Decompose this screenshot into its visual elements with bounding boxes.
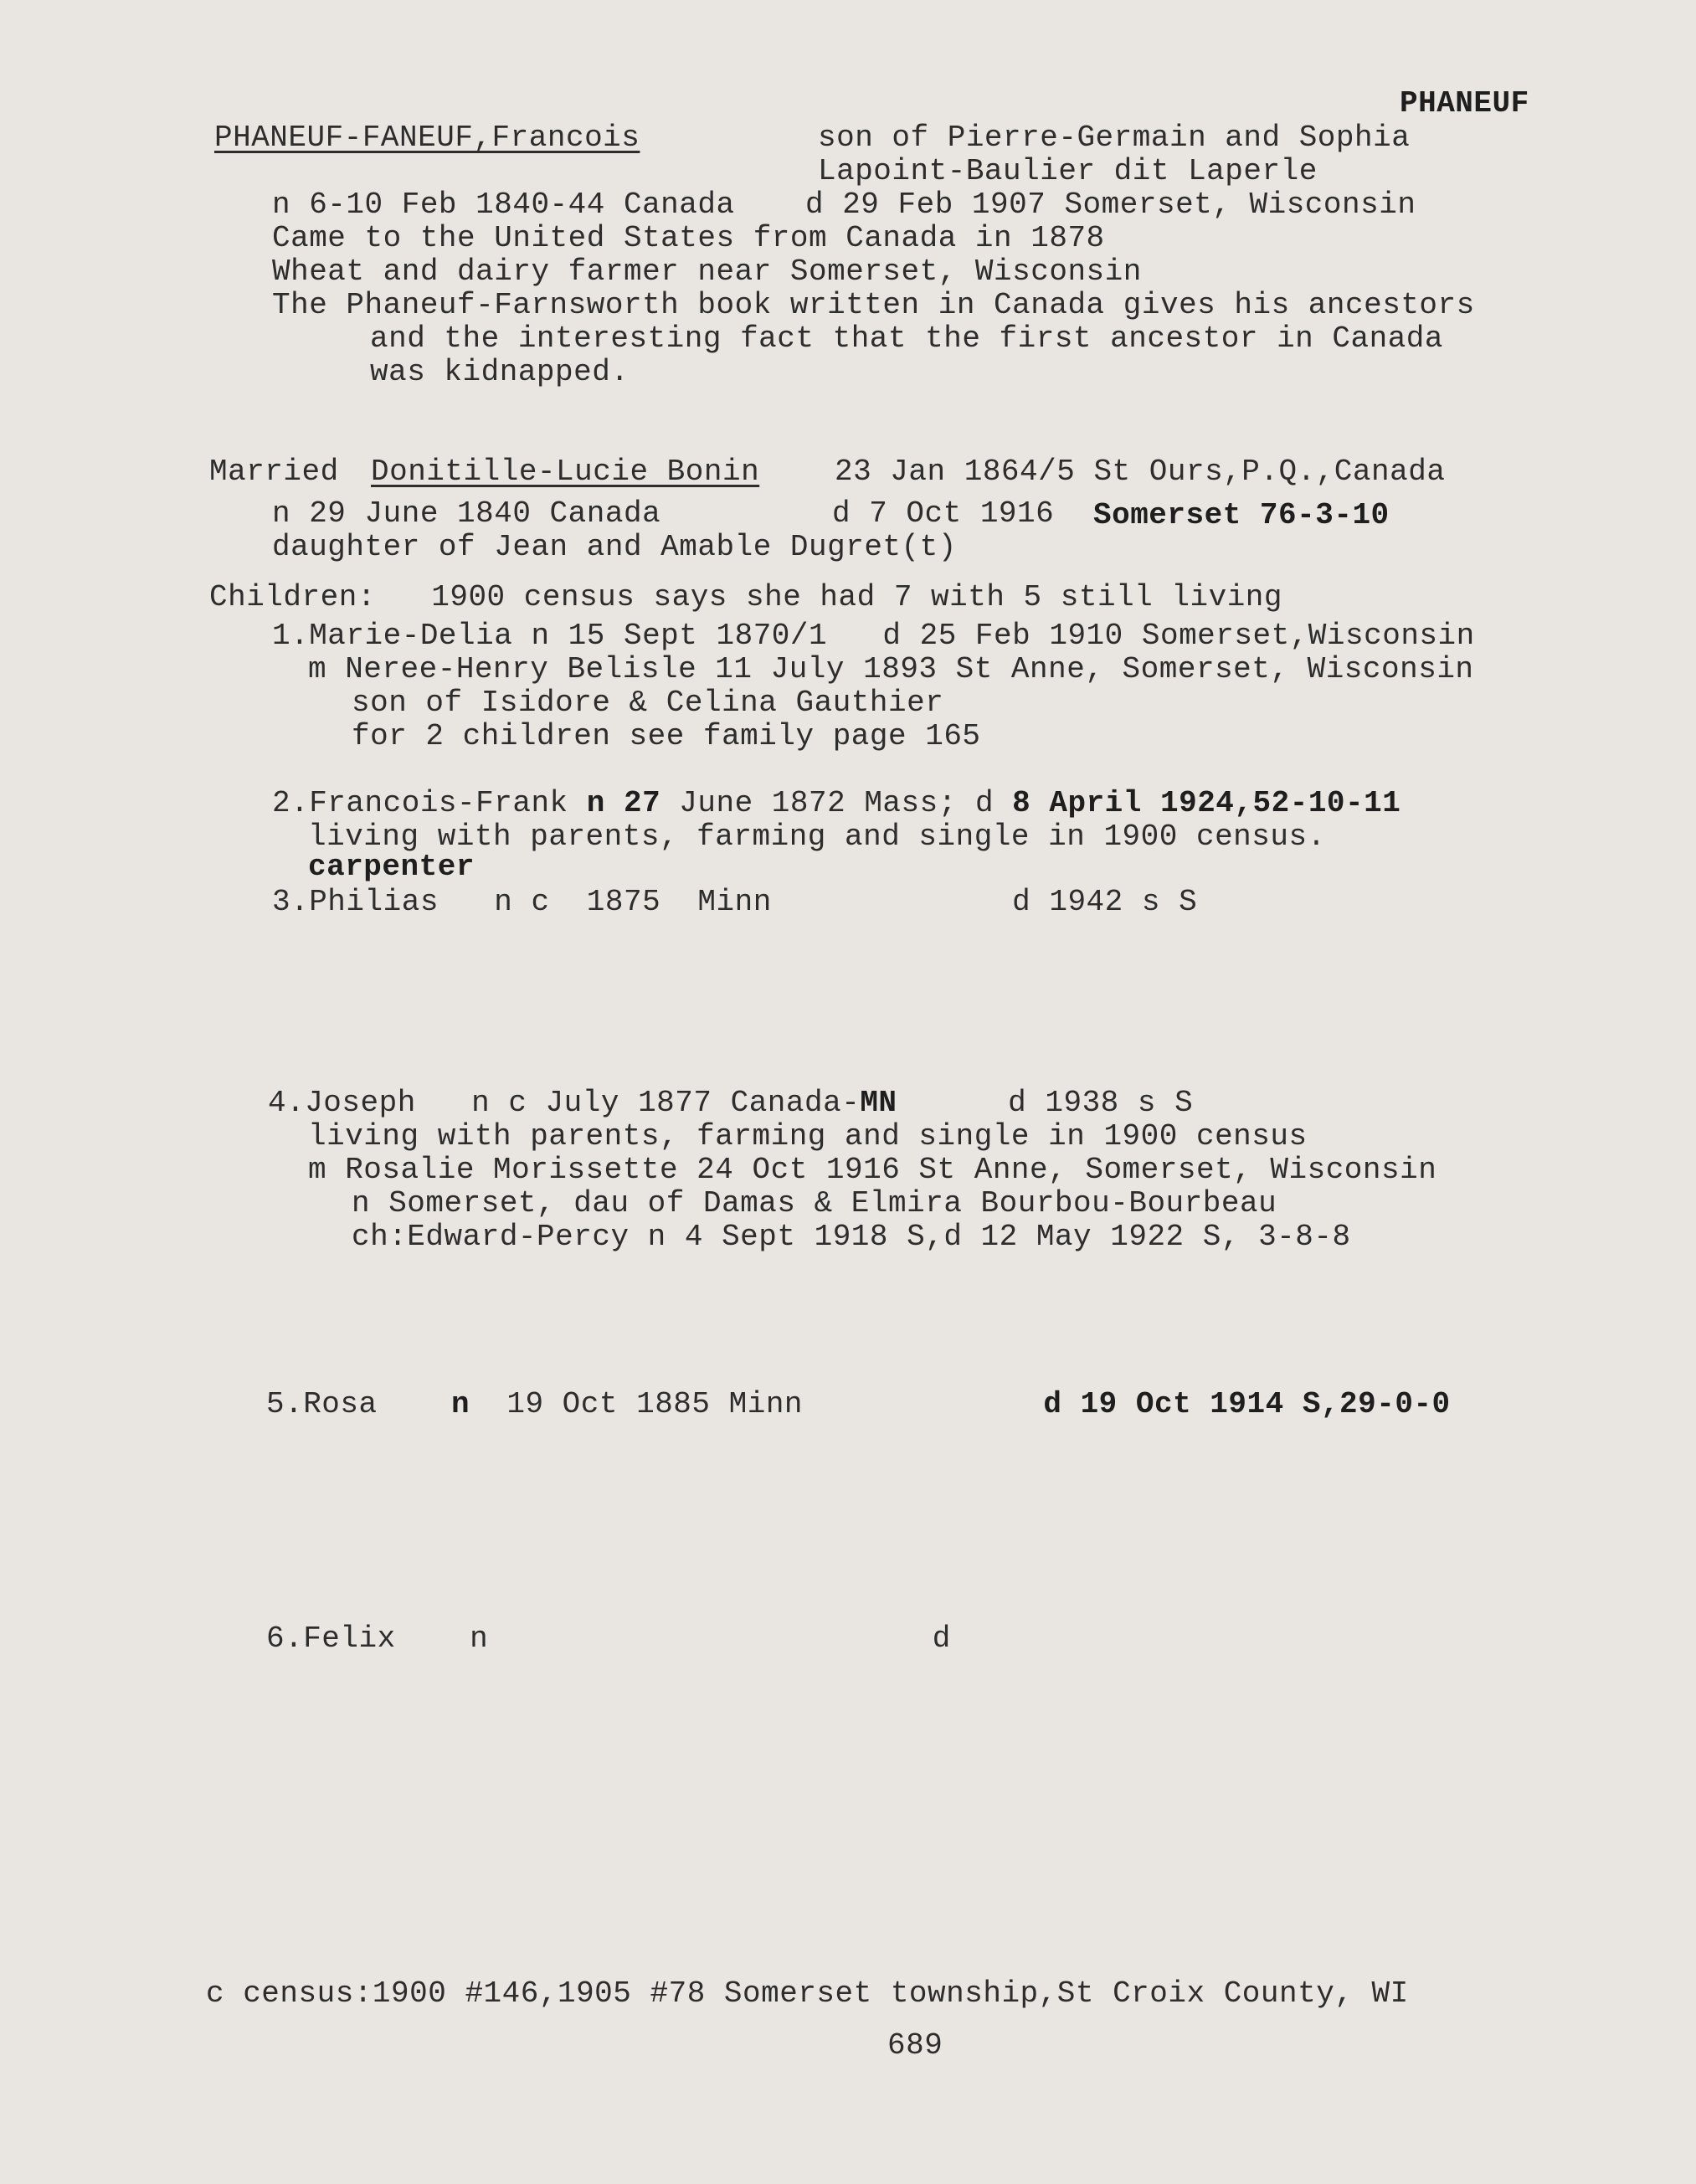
spouse-birth: n 29 June 1840 Canada <box>272 496 661 531</box>
subject-note: and the interesting fact that the first ancestor in Canada <box>370 321 1444 356</box>
marriage-details: 23 Jan 1864/5 St Ours,P.Q.,Canada <box>835 455 1446 489</box>
child-5-name: 5.Rosa <box>266 1387 452 1421</box>
child-1-line: son of Isidore & Celina Gauthier <box>352 686 944 720</box>
subject-death: d 29 Feb 1907 Somerset, Wisconsin <box>805 188 1416 222</box>
child-6-line: 6.Felix n d <box>266 1621 951 1656</box>
subject-note: Came to the United States from Canada in 1878 <box>272 221 1105 255</box>
child-2-death-corrected: 8 April 1924,52-10-11 <box>1012 786 1401 820</box>
surname-header: PHANEUF <box>1400 86 1529 121</box>
subject-name: PHANEUF-FANEUF,Francois <box>214 121 640 155</box>
child-2-line <box>272 787 1400 820</box>
spouse-name: Donitille-Lucie Bonin <box>371 455 760 489</box>
child-5-birth-label: n <box>451 1387 470 1421</box>
subject-note: Wheat and dairy farmer near Somerset, Wisconsin <box>272 254 1142 289</box>
child-2-birth: June 1872 Mass; d <box>660 786 1013 820</box>
child-2-line: living with parents, farming and single in 1900 census. <box>308 820 1326 854</box>
child-2-name: 2.Francois-Frank <box>272 786 587 820</box>
subject-birth: n 6-10 Feb 1840-44 Canada <box>272 188 735 222</box>
child-4-line: n Somerset, dau of Damas & Elmira Bourbou-Bourbeau <box>352 1186 1277 1220</box>
child-4-line: m Rosalie Morissette 24 Oct 1916 St Anne, Somerset, Wisconsin <box>308 1153 1437 1187</box>
spouse-death: d 7 Oct 1916 <box>832 496 1055 531</box>
spouse-death-place: Somerset 76-3-10 <box>1093 498 1390 532</box>
census-footnote: c census:1900 #146,1905 #78 Somerset township,St Croix County, WI <box>206 1976 1409 2011</box>
subject-parents-line1: son of Pierre-Germain and Sophia <box>818 121 1411 155</box>
subject-note: The Phaneuf-Farnsworth book written in Canada gives his ancestors <box>272 288 1475 322</box>
subject-parents-line2: Lapoint-Baulier dit Laperle <box>818 154 1318 188</box>
child-4-line: ch:Edward-Percy n 4 Sept 1918 S,d 12 May 1922 S, 3-8-8 <box>352 1220 1351 1254</box>
child-4-place-corrected: MN <box>860 1086 897 1120</box>
child-2-occupation: carpenter <box>308 850 475 884</box>
child-2-birth-corrected: n 27 <box>586 786 661 820</box>
subject-note: was kidnapped. <box>370 355 630 389</box>
child-5-death: d 19 Oct 1914 S,29-0-0 <box>1043 1387 1451 1421</box>
child-4-death: d 1938 s S <box>897 1086 1194 1120</box>
marriage-label: Married <box>209 455 339 489</box>
child-3-line: 3.Philias n c 1875 Minn d 1942 s S <box>272 885 1198 919</box>
child-1-line: 1.Marie-Delia n 15 Sept 1870/1 d 25 Feb 1910 Somerset,Wisconsin <box>272 619 1475 653</box>
child-4-name: 4.Joseph n c July 1877 Canada- <box>268 1086 861 1120</box>
children-heading: Children: 1900 census says she had 7 with 5 still living <box>209 580 1283 614</box>
page-number: 689 <box>887 2028 943 2063</box>
child-5-birth: 19 Oct 1885 Minn <box>470 1387 1044 1421</box>
child-5-line <box>266 1388 1451 1421</box>
child-4-line <box>268 1087 1193 1120</box>
spouse-parents: daughter of Jean and Amable Dugret(t) <box>272 530 957 564</box>
child-1-line: for 2 children see family page 165 <box>352 719 981 753</box>
child-4-line: living with parents, farming and single in 1900 census <box>308 1119 1308 1154</box>
child-1-line: m Neree-Henry Belisle 11 July 1893 St Anne, Somerset, Wisconsin <box>308 652 1474 686</box>
